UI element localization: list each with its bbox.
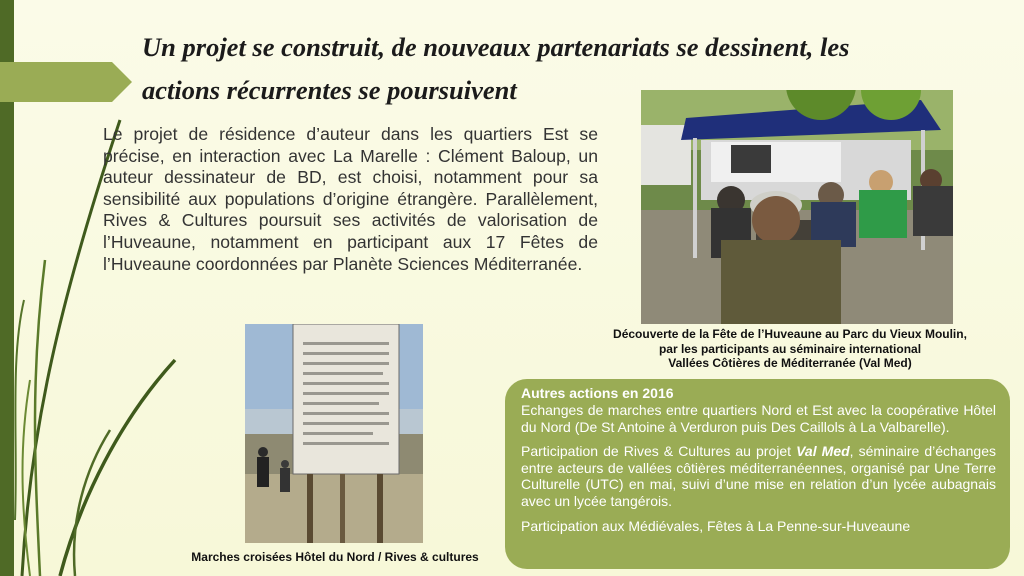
val-med-emphasis: Val Med bbox=[796, 443, 850, 460]
photo-tent-caption-line1: Découverte de la Fête de l’Huveaune au Parc du Vieux Moulin, bbox=[613, 327, 967, 341]
slide-title-line2: actions récurrentes se poursuivent bbox=[142, 75, 517, 105]
arrow-shape bbox=[0, 62, 132, 102]
photo-info-sign bbox=[245, 324, 423, 543]
photo-tent-caption-line3: Vallées Côtières de Méditerranée (Val Med) bbox=[668, 356, 912, 371]
other-actions-item-2-end: , séminaire d’échanges entre acteurs de vallées côtières méditerranéennes, organisé par Une Terre Culturelle (UTC) en mai, suivi d’une mise en relation d’un lycée aubagnais avec un lycée tangérois. bbox=[521, 443, 996, 509]
photo-tent-gathering bbox=[641, 90, 953, 324]
photo-tent-caption-line2: par les participants au séminaire international bbox=[658, 341, 922, 356]
other-actions-title: Autres actions en 2016 bbox=[521, 385, 674, 401]
other-actions-item-2-start: Participation de Rives & Cultures au projet bbox=[521, 443, 797, 460]
photo-tent-caption bbox=[560, 327, 1020, 371]
photo-sign-caption: Marches croisées Hôtel du Nord / Rives & cultures bbox=[191, 550, 479, 564]
other-actions-item-3: Participation aux Médiévales, Fêtes à La Penne-sur-Huveaune bbox=[521, 517, 911, 534]
other-actions-box bbox=[505, 379, 1010, 569]
body-paragraph: Le projet de résidence d’auteur dans les quartiers Est se précise, en interaction avec La Marelle : Clément Baloup, un auteur dessinateur de BD, est choisi, notamment pour sa sensibilité aux populations d’origine étrangère. Parallèlement, Rives & Cultures poursuit ses activités de valorisation de l’Huveaune, notamment en participant aux 17 Fêtes de l’Huveaune coordonnées par Planète Sciences Méditerranée. bbox=[103, 124, 598, 274]
photo-tent-image bbox=[641, 90, 953, 324]
other-actions-item-1: Echanges de marches entre quartiers Nord et Est avec la coopérative Hôtel du Nord (De St Antoine à Verduron puis Des Caillols à La Valbarelle). bbox=[521, 402, 996, 435]
photo-sign-image bbox=[245, 324, 423, 543]
other-actions-item-2 bbox=[521, 443, 996, 509]
slide-title-line1: Un projet se construit, de nouveaux partenariats se dessinent, les bbox=[142, 32, 850, 62]
